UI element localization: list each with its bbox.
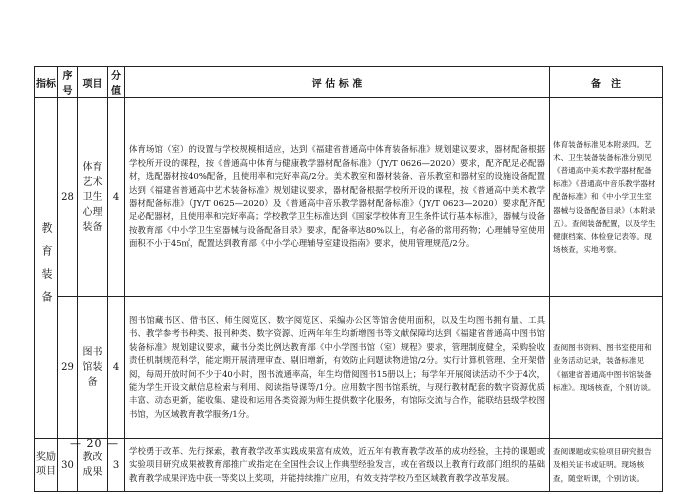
score-cell: 4	[108, 297, 125, 439]
standard-cell	[125, 297, 550, 439]
indicator-equipment-label: 教育装备	[40, 222, 53, 314]
standard-cell	[125, 98, 550, 297]
standard-cell	[125, 439, 550, 492]
indicator-equipment-cell	[35, 98, 58, 439]
score-cell: 4	[108, 98, 125, 297]
standard-text: 图书馆藏书区、借书区、师生阅览区、数字阅览区、采编办公区等馆舍使用面积，以及生均图书拥有量、工具书、教学参考书种类、报刊种类、数字资源、近两年年生均新增图书等文献保障均达到《福建省普通高中图书馆装备标准》规划建议要求，藏书分类比例达教育部《中小学图书馆（室）规程》要求，管理制度健全，采购验收责任机制规范科学，能定期开展清理审查、剔旧增新，有效防止问题读物进馆/2分。实行计算机管理、全开架借阅，每周开放时间不少于40小时，图书流通率高，年生均借阅图书15册以上；每学年开展阅读活动不少于4次，能为学生开设文献信息检索与利用、阅读指导课等/1分。应用数字图书馆系统，与现行教材配套的数字资源优质丰富、动态更新，能收集、建设和运用各类资源为师生提供数字化服务，有馆际交流与合作，能联结县级学校图书馆，为区域教育教学服务/1分。	[129, 314, 545, 419]
remarks-cell	[550, 439, 663, 492]
header-seq: 序号	[58, 67, 78, 98]
table-header-row	[35, 67, 663, 98]
header-indicator: 指标	[35, 67, 58, 98]
seq-cell: 29	[58, 297, 78, 439]
table-row	[35, 439, 663, 492]
seq-cell: 28	[58, 98, 78, 297]
standard-text: 学校勇于改革、先行探索，教育教学改革实践成果富有成效，近五年有教育教学改革的成功经验，主持的课题或实验项目研究成果被教育部推广或指定在全国性会议上作典型经验发言，或在省级以上教育行政部门组织的基础教育教学成果评选中获一等奖以上奖项，并能持续推广应用，有效支持学校乃至区域教育教学改革发展。	[129, 445, 545, 483]
remarks-cell	[550, 98, 663, 297]
item-cell	[78, 297, 108, 439]
evaluation-table	[34, 66, 663, 492]
remarks-text: 查阅图书资料、图书室使用和业务活动记录，装备标准见《福建省普通高中图书馆装备标准》。现场核查，个别访谈。	[553, 343, 656, 392]
remarks-text: 查阅课题或实验项目研究报告及相关证书或证明。现场核查，随堂听课，个别访谈。	[553, 447, 652, 483]
evaluation-table-page	[34, 66, 662, 492]
header-remarks: 备 注	[550, 67, 663, 98]
table-row	[35, 297, 663, 439]
table-row	[35, 98, 663, 297]
indicator-awards-label: 奖励项目	[36, 452, 56, 477]
page-number: — 20 —	[70, 437, 119, 450]
remarks-text: 体育装备标准见本附录四。艺术、卫生装备装备标准分别见《普通高中美术教学器材配备标准》《普通高中音乐教学器材配备标准》和《中小学卫生室器械与设备配备目录》（本附录五）。查阅装备配置，以及学生健康档案、体检登记表等。现场核查，实地考察。	[553, 139, 656, 255]
header-item: 项目	[78, 67, 108, 98]
item-label: 体育艺术卫生心理装备	[82, 161, 103, 233]
header-score: 分值	[108, 67, 125, 98]
seq-cell: 30	[58, 439, 78, 492]
header-standard: 评 估 标 准	[125, 67, 550, 98]
score-cell: 3	[108, 439, 125, 492]
item-label: 教改成果	[82, 452, 103, 478]
standard-text: 体育场馆（室）的设置与学校规模相适应，达到《福建省普通高中体育装备标准》规划建议要求，器材配备根据学校所开设的课程，按《普通高中体育与健康教学器材配备标准》（JY/T 0626—2020）要求，配齐配足必配器材，选配器材按40%配备，且使用率和完好率高/2分。美术教室和器材装备、音乐教室和器材室的设施设备配置达到《福建省普通高中艺术装备标准》规划建议要求，器材配备根据学校所开设的课程，按《普通高中美术教学器材配备标准》（JY/T 0625—2020）及《普通高中音乐教学器材配备标准》（JY/T 0623—2020）要求配齐配足必配器材，且使用率和完好率高；学校教学卫生标准达到《国家学校体育卫生条件试行基本标准》，器械与设备按教育部《中小学卫生室器械与设备配备目录》要求，配备率达80%以上，有必备的常用药物；心理辅导室使用面积不小于45㎡，配置达到教育部《中小学心理辅导室建设指南》要求，使用管理规范/2分。	[129, 144, 545, 249]
item-cell	[78, 98, 108, 297]
remarks-cell	[550, 297, 663, 439]
indicator-awards-cell	[35, 439, 58, 492]
item-label: 图书馆装备	[82, 347, 103, 388]
